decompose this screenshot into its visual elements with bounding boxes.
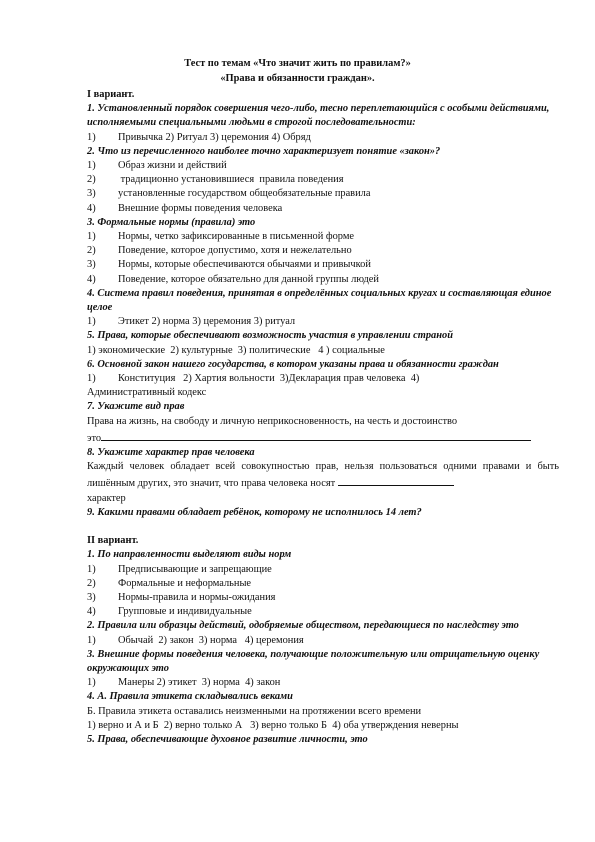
v1-question-8: 8. Укажите характер прав человека (87, 447, 255, 459)
option-number: 1) (87, 563, 96, 575)
option-text: Нормы-правила и нормы-ожидания (118, 591, 276, 603)
option-number: 1) (87, 160, 96, 172)
v1-q8-text (87, 460, 559, 491)
v1-q2-option (87, 202, 559, 216)
v1-q5-options: 1) экономические 2) культурные 3) политические 4 ) социальные (87, 344, 385, 356)
v1-question-1: 1. Установленный порядок совершения чего-либо, тесно переплетающийся с особыми действиями, исполняемыми специальными людьми в строгой последовательности: (87, 103, 550, 129)
v1-q8-statement: Каждый человек обладает всей совокупностью прав, нельзя пользоваться одними правами и быть лишённым других, это значит, что права человека носят (87, 461, 559, 490)
option-text: Обычай 2) закон 3) норма 4) церемония (118, 634, 304, 646)
v1-q6-options (87, 372, 559, 386)
v1-q6-options-continued: Административный кодекс (87, 387, 207, 399)
document-title-line2: «Права и обязанности граждан». (220, 73, 375, 84)
option-text: Предписывающие и запрещающие (118, 563, 272, 575)
v1-q3-option (87, 258, 559, 272)
option-number: 1) (87, 131, 96, 143)
option-text: Привычка 2) Ритуал 3) церемония 4) Обряд (118, 131, 311, 143)
v2-q1-option (87, 563, 559, 577)
option-number: 4) (87, 606, 96, 618)
option-text: Манеры 2) этикет 3) норма 4) закон (118, 677, 281, 689)
option-number: 4) (87, 202, 96, 214)
option-number: 3) (87, 188, 96, 200)
section-gap (87, 520, 559, 534)
option-text: Формальные и неформальные (118, 577, 252, 589)
v1-question-6: 6. Основной закон нашего государства, в котором указаны права и обязанности граждан (87, 358, 499, 370)
v1-q3-option (87, 230, 559, 244)
answer-blank[interactable] (101, 429, 531, 441)
option-number: 3) (87, 259, 96, 271)
v2-q1-option (87, 577, 559, 591)
v1-question-4: 4. Система правил поведения, принятая в определённых социальных кругах и составляющая единое целое (87, 287, 552, 314)
v1-q7-text-end: это (87, 432, 102, 444)
test-content (87, 88, 559, 747)
option-text: Образ жизни и действий (118, 160, 227, 172)
v2-question-2: 2. Правила или образцы действий, одобряемые обществом, передающиеся по наследству это (87, 620, 519, 632)
v2-question-4: 4. А. Правила этикета складывались веками (87, 691, 293, 703)
v1-q3-option (87, 244, 559, 258)
option-number: 3) (87, 591, 96, 603)
v1-q8-text-end: характер (87, 492, 126, 504)
v1-q1-options (87, 131, 559, 145)
option-number: 2) (87, 174, 96, 186)
v1-question-7: 7. Укажите вид прав (87, 401, 185, 413)
option-text: Конституция 2) Хартия вольности 3)Декларация прав человека 4) (118, 373, 420, 385)
option-number: 2) (87, 577, 96, 589)
option-number: 4) (87, 273, 96, 285)
option-text: Этикет 2) норма 3) церемония 3) ритуал (118, 316, 296, 328)
v2-question-1: 1. По направленности выделяют виды норм (87, 549, 292, 561)
document-title-line1: Тест по темам «Что значит жить по правилам?» (184, 58, 411, 69)
answer-blank[interactable] (338, 474, 454, 486)
option-number: 1) (87, 677, 96, 689)
option-text: Групповые и индивидуальные (118, 606, 252, 618)
v2-question-3: 3. Внешние формы поведения человека, получающие положительную или отрицательную оценку окружающих это (87, 648, 540, 674)
option-text: Поведение, которое обязательно для данной группы людей (118, 273, 379, 285)
v2-q4-options: 1) верно и А и Б 2) верно только А 3) верно только Б 4) оба утверждения неверны (87, 719, 459, 731)
v1-q2-option (87, 159, 559, 173)
v1-q2-option (87, 173, 559, 187)
v1-q2-option (87, 187, 559, 201)
option-text: традиционно установившиеся правила поведения (118, 174, 344, 186)
v2-q4-statement-b: Б. Правила этикета оставались неизменными на протяжении всего времени (87, 705, 422, 717)
option-number: 1) (87, 634, 96, 646)
option-number: 1) (87, 316, 96, 328)
option-number: 1) (87, 373, 96, 385)
v1-question-9: 9. Какими правами обладает ребёнок, которому не исполнилось 14 лет? (87, 506, 422, 518)
v1-question-5: 5. Права, которые обеспечивают возможность участия в управлении страной (87, 330, 453, 342)
v2-q2-options (87, 634, 559, 648)
v2-question-5: 5. Права, обеспечивающие духовное развитие личности, это (87, 733, 368, 745)
option-text: Нормы, которые обеспечиваются обычаями и привычкой (118, 259, 371, 271)
v1-question-2: 2. Что из перечисленного наиболее точно характеризует понятие «закон»? (87, 145, 441, 157)
option-number: 1) (87, 231, 96, 243)
option-number: 2) (87, 245, 96, 257)
variant2-heading: II вариант. (87, 535, 139, 547)
v1-question-3: 3. Формальные нормы (правила) это (87, 216, 256, 228)
v1-q7-text: Права на жизнь, на свободу и личную неприкосновенность, на честь и достоинство (87, 415, 458, 427)
option-text: Нормы, четко зафиксированные в письменной форме (118, 231, 355, 243)
v2-q3-options (87, 676, 559, 690)
v1-q4-options (87, 315, 559, 329)
variant1-heading: I вариант. (87, 89, 135, 100)
v1-q7-answer-line (87, 429, 559, 446)
v2-q1-option (87, 591, 559, 605)
option-text: установленные государством общеобязательные правила (118, 188, 371, 200)
option-text: Поведение, которое допустимо, хотя и нежелательно (118, 245, 352, 257)
option-text: Внешние формы поведения человека (118, 202, 283, 214)
v2-q1-option (87, 605, 559, 619)
v1-q3-option (87, 273, 559, 287)
